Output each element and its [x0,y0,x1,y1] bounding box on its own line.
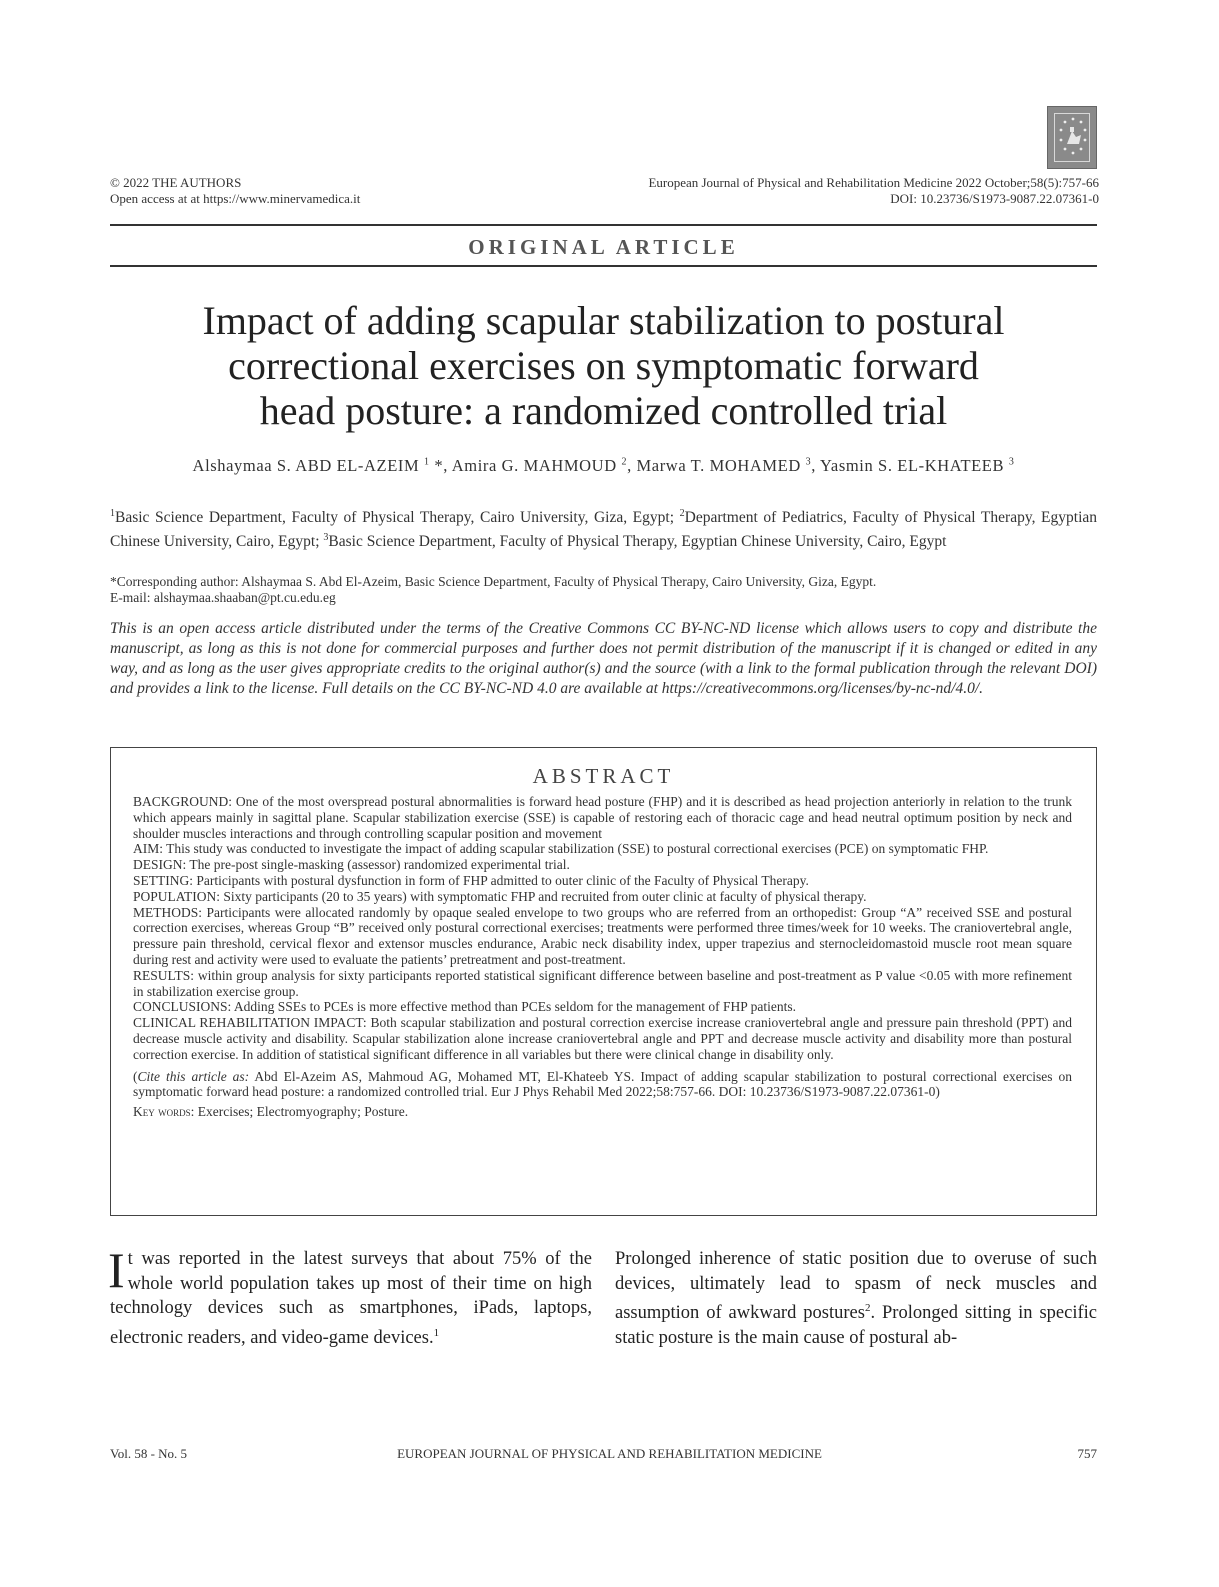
keywords-text: Exercises; Electromyography; Posture. [194,1104,409,1120]
keywords [133,1104,1072,1120]
reference-mark[interactable]: 1 [433,1326,440,1339]
abstract-population: POPULATION: Sixty participants (20 to 35 years) with symptomatic FHP and recruited from outer clinic at faculty of physical therapy. [133,888,867,904]
page-number: 757 [1077,1446,1097,1461]
affiliations: $^1$Basic Science Department, Faculty of Physical Therapy, Cairo University, Giza, Egypt; $^2$Department of Pediatrics, Faculty of Physical Therapy, Egyptian Chinese University, Cairo, Egypt; $^3$Basic Science Department, Faculty of Physical Therapy, Egyptian Chinese University, Cairo, Egypt [110,508,1097,551]
keywords-label: Key words: [133,1104,195,1120]
abstract-design: DESIGN: The pre-post single-masking (assessor) randomized experimental trial. [133,857,570,873]
author-affiliation-mark: 3 [1008,456,1015,468]
reference-mark[interactable]: 2 [864,1302,871,1314]
abstract-background: BACKGROUND: One of the most overspread postural abnormalities is forward head posture (FHP) and it is described as head projection anteriorly in relation to the trunk which appears mainly in sagittal plane. Scapular stabilization exercise (SSE) is capable of restoring each of thoracic cage and head neutral optimum position by neck and shoulder muscles interactions and through controlling scapular position and movement [133,794,1072,841]
top-rule [110,224,1097,226]
corresponding-author-line: *Corresponding author: Alshaymaa S. Abd El-Azeim, Basic Science Department, Faculty of Physical Therapy, Cairo University, Giza, Egypt. [110,574,877,589]
corresponding-email[interactable]: E-mail: alshaymaa.shaaban@pt.cu.edu.eg [110,590,336,605]
author-name: Yasmin S. EL-KHATEEB [820,456,1005,475]
abstract-setting: SETTING: Participants with postural dysfunction in form of FHP admitted to outer clinic of the Faculty of Physical Therapy. [133,872,809,888]
body-column-left [108,1242,592,1350]
author-name: Alshaymaa S. ABD EL-AZEIM [192,456,420,475]
license-statement: This is an open access article distributed under the terms of the Creative Commons CC BY-NC-ND license which allows users to copy and distribute the manuscript, as long as this is not done for commercial purposes and further does not permit distribution of the manuscript if it is changed or edited in any way, and as long as the user gives appropriate credits to the original author(s) and the source (with a link to the formal publication through the relevant DOI) and provides a link to the license. Full details on the CC BY-NC-ND 4.0 are available at https://creativecommons.org/licenses/by-nc-nd/4.0/. [110,620,1097,697]
section-rule [110,265,1097,267]
citation: (Cite this article as: Abd El-Azeim AS, Mahmoud AG, Mohamed MT, El-Khateeb YS. Impact of adding scapular stabilization to postural correctional exercises on symptomatic forward head posture: a randomized controlled trial. Eur J Phys Rehabil Med 2022;58:757-66. DOI: 10.23736/S1973-9087.22.07361-0) [133,1068,1072,1100]
citation-label: Cite this article as: [137,1068,250,1084]
title-line-1: Impact of adding scapular stabilization to postural [202,298,1005,343]
title-line-3: head posture: a randomized controlled trial [259,388,948,433]
article-title [130,298,1077,433]
affiliation: Department of Pediatrics, Faculty of Physical Therapy, Egyptian Chinese University, Cairo, Egypt; [110,509,1097,551]
author-name: Amira G. MAHMOUD [451,456,617,475]
author-affiliation-mark: 2 [621,456,628,468]
abstract-conclusions: CONCLUSIONS: Adding SSEs to PCEs is more effective method than PCEs seldom for the management of FHP patients. [133,999,796,1015]
author-affiliation-mark: 1 [424,456,430,468]
abstract-aim: AIM: This study was conducted to investigate the impact of adding scapular stabilization (SSE) to postural correctional exercises (PCE) on symptomatic FHP. [133,841,989,857]
journal-logo-icon [1047,106,1097,169]
title-line-2: correctional exercises on symptomatic forward [228,343,979,388]
author-affiliation-mark: 3 [805,456,812,468]
author-name: Marwa T. MOHAMED [636,456,801,475]
affiliation: Basic Science Department, Faculty of Physical Therapy, Cairo University, Giza, Egypt; [115,509,680,527]
abstract-body [133,794,1072,1120]
open-access-link[interactable]: Open access at at https://www.minervamedica.it [110,191,361,206]
affiliation: Basic Science Department, Faculty of Physical Therapy, Egyptian Chinese University, Cairo, Egypt [328,533,947,551]
section-label: ORIGINAL ARTICLE [468,235,739,259]
doi-link[interactable]: DOI: 10.23736/S1973-9087.22.07361-0 [890,191,1099,206]
footer-volume: Vol. 58 - No. 5 [110,1446,188,1461]
author-list: Alshaymaa S. ABD EL-AZEIM $^1$ *, Amira G. MAHMOUD $^2$, Marwa T. MOHAMED $^3$, Yasmin S. EL-KHATEEB $^3$ [192,456,1015,475]
body-paragraph: Prolonged inherence of static position due to overuse of such devices, ultimately lead to spasm of neck muscles and assumption of awkward postures [615,1249,1097,1324]
footer-journal: EUROPEAN JOURNAL OF PHYSICAL AND REHABILITATION MEDICINE [397,1446,822,1461]
journal-citation: European Journal of Physical and Rehabilitation Medicine 2022 October;58(5):757-66 [648,175,1099,190]
abstract-methods: METHODS: Participants were allocated randomly by opaque sealed envelope to two groups who are referred from an orthopedist: Group “A” received SSE and postural correction exercises, whereas Group “B” received only postural correctional exercises; treatments were performed three times/week for 10 weeks. The craniovertebral angle, pressure pain threshold, cervical flexor and extensor muscles endurance, Arabic neck disability index, upper trapezius and sternocleidomastoid muscle root mean square during rest and activity were used to evaluate the patients’ pretreatment and post-treatment. [133,904,1072,967]
corresponding-author [110,574,1097,606]
copyright-notice: © 2022 THE AUTHORS [110,175,242,190]
body-paragraph-continued: . Prolonged sitting in specific static posture is the main cause of postural ab- [615,1303,1097,1348]
body-paragraph: t was reported in the latest surveys that about 75% of the whole world population takes up most of their time on high technology devices such as smartphones, iPads, laptops, electronic readers, and video-game devices. [110,1249,592,1348]
abstract-heading: ABSTRACT [532,764,675,788]
body-column-right [615,1247,1097,1350]
header-right [648,175,1099,207]
abstract-results: RESULTS: within group analysis for sixty participants reported statistical significant difference between baseline and post-treatment as P value <0.05 with more refinement in stabilization exercise group. [133,967,1072,999]
abstract-clinical-impact: CLINICAL REHABILITATION IMPACT: Both scapular stabilization and postural correction exercise increase craniovertebral angle and pressure pain threshold (PPT) and decrease muscle activity and disability. Scapular stabilization alone increase craniovertebral angle and PPT and decrease muscle activity and disability more than postural correction exercise. In addition of statistical significant difference in all variables but there were clinical change in disability only. [133,1015,1072,1062]
abstract-box [110,747,1097,1216]
citation-text: Abd El-Azeim AS, Mahmoud AG, Mohamed MT, El-Khateeb YS. Impact of adding scapular stabilization to postural correctional exercises on symptomatic forward head posture: a randomized controlled trial. Eur J Phys Rehabil Med 2022;58:757-66. DOI: 10.23736/S1973-9087.22.07361-0) [133,1068,1072,1100]
drop-cap: I [108,1242,125,1298]
header-left [110,175,360,207]
